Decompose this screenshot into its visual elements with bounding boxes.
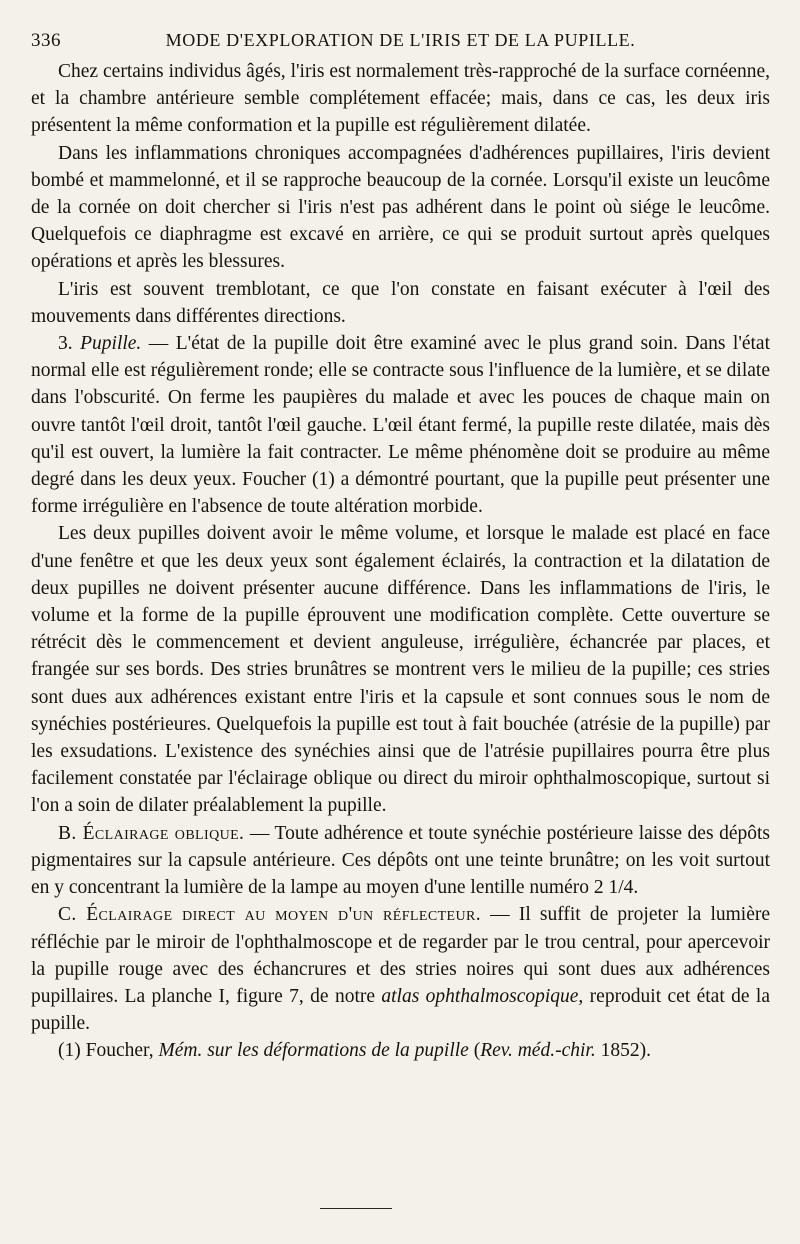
running-head: MODE D'EXPLORATION DE L'IRIS ET DE LA PUPILLE. bbox=[165, 30, 636, 50]
section-text-end: , reproduit cet état de la pupille. bbox=[31, 985, 770, 1035]
footnote bbox=[31, 1037, 770, 1064]
section-text: — L'état de la pupille doit être examiné avec le plus grand soin. Dans l'état normal elle est régulièrement ronde; elle se contracte sous l'influence de la lumière, et se dilate dans l'obscurité. On ferme les paupières du malade et avec les pouces de chaque main on ouvre tantôt l'œil droit, tantôt l'œil gauche. L'œil étant fermé, la pupille reste dilatée, mais dès qu'il est ouvert, la lumière la fait contracter. Le même phénomène doit se produire au même degré dans les deux yeux. Foucher (1) a démontré pourtant, que la pupille peut présenter une forme irrégulière en l'absence de toute altération morbide. bbox=[31, 333, 771, 518]
atlas-title: atlas ophthalmoscopique bbox=[381, 985, 579, 1007]
section-eclairage-direct bbox=[31, 901, 770, 1037]
footnote-journal: Rev. méd.-chir. bbox=[480, 1040, 596, 1062]
paragraph: Chez certains individus âgés, l'iris est normalement très-rapproché de la surface cornéenne, et la chambre antérieure semble complétement effacée; mais, dans ce cas, les deux iris présentent la même conformation et la pupille est régulièrement dilatée. bbox=[31, 61, 770, 137]
footnote-work-title: Mém. sur les déformations de la pupille bbox=[158, 1040, 469, 1062]
section-text: — Toute adhérence et toute synéchie postérieure laisse des dépôts pigmentaires sur la capsule antérieure. Ces dépôts ont une teinte brunâtre; on les voit surtout en y concentrant la lumière de la lampe au moyen d'une lentille numéro 2 1/4. bbox=[31, 822, 770, 899]
paragraph: Les deux pupilles doivent avoir le même volume, et lorsque le malade est placé en face d'une fenêtre et que les deux yeux sont également éclairés, la contraction et la dilatation de deux pupilles ne doivent présenter aucune différence. Dans les inflammations de l'iris, le volume et la forme de la pupille éprouvent une modification complète. Cette ouverture se rétrécit dès le commencement et devient anguleuse, irrégulière, échancrée par places, et frangée sur ses bords. Des stries brunâtres se montrent vers le milieu de la pupille; ces stries sont dues aux adhérences existant entre l'iris et la capsule et sont connues sous le nom de synéchies postérieures. Quelquefois la pupille est tout à fait bouchée (atrésie de la pupille) par les exsudations. L'existence des synéchies ainsi que de l'atrésie pupillaires pourra être plus facilement constatée par l'éclairage oblique ou direct du miroir ophthalmoscopique, surtout si l'on a soin de dilater préalablement la pupille. bbox=[31, 523, 770, 817]
page-number: 336 bbox=[31, 30, 61, 51]
paragraph: L'iris est souvent tremblotant, ce que l'on constate en faisant exécuter à l'œil des mouvements dans différentes directions. bbox=[31, 278, 770, 327]
footnote-year: 1852). bbox=[595, 1040, 651, 1062]
section-eclairage-oblique bbox=[31, 820, 770, 902]
footnote-marker: (1) Foucher, bbox=[58, 1040, 159, 1062]
section-label: C. Éclairage direct au moyen d'un réflecteur. bbox=[58, 904, 482, 926]
footnote-paren: ( bbox=[468, 1040, 481, 1062]
body-text bbox=[31, 58, 770, 1065]
section-text: — Il suffit de projeter la lumière réfléchie par le miroir de l'ophthalmoscope et de regarder par le trou central, pour apercevoir la pupille rouge avec des échancrures et des stries noires qui sont dues aux adhérences pupillaires. La planche I, figure 7, de notre bbox=[31, 904, 771, 1007]
section-label: B. Éclairage oblique. bbox=[58, 822, 245, 844]
paragraph: Dans les inflammations chroniques accompagnées d'adhérences pupillaires, l'iris devient bombé et mammelonné, et il se rapproche beaucoup de la cornée. Lorsqu'il existe un leucôme de la cornée on doit chercher si l'iris n'est pas adhérent dans le point où siége le leucôme. Quelquefois ce diaphragme est excavé en arrière, ce qui se produit surtout après quelques opérations et après les blessures. bbox=[31, 142, 770, 273]
page-header bbox=[31, 30, 770, 52]
section-number: 3. bbox=[58, 333, 73, 355]
footer-rule bbox=[320, 1208, 392, 1209]
section-title: Pupille. bbox=[80, 333, 142, 355]
section-pupille bbox=[31, 330, 770, 520]
